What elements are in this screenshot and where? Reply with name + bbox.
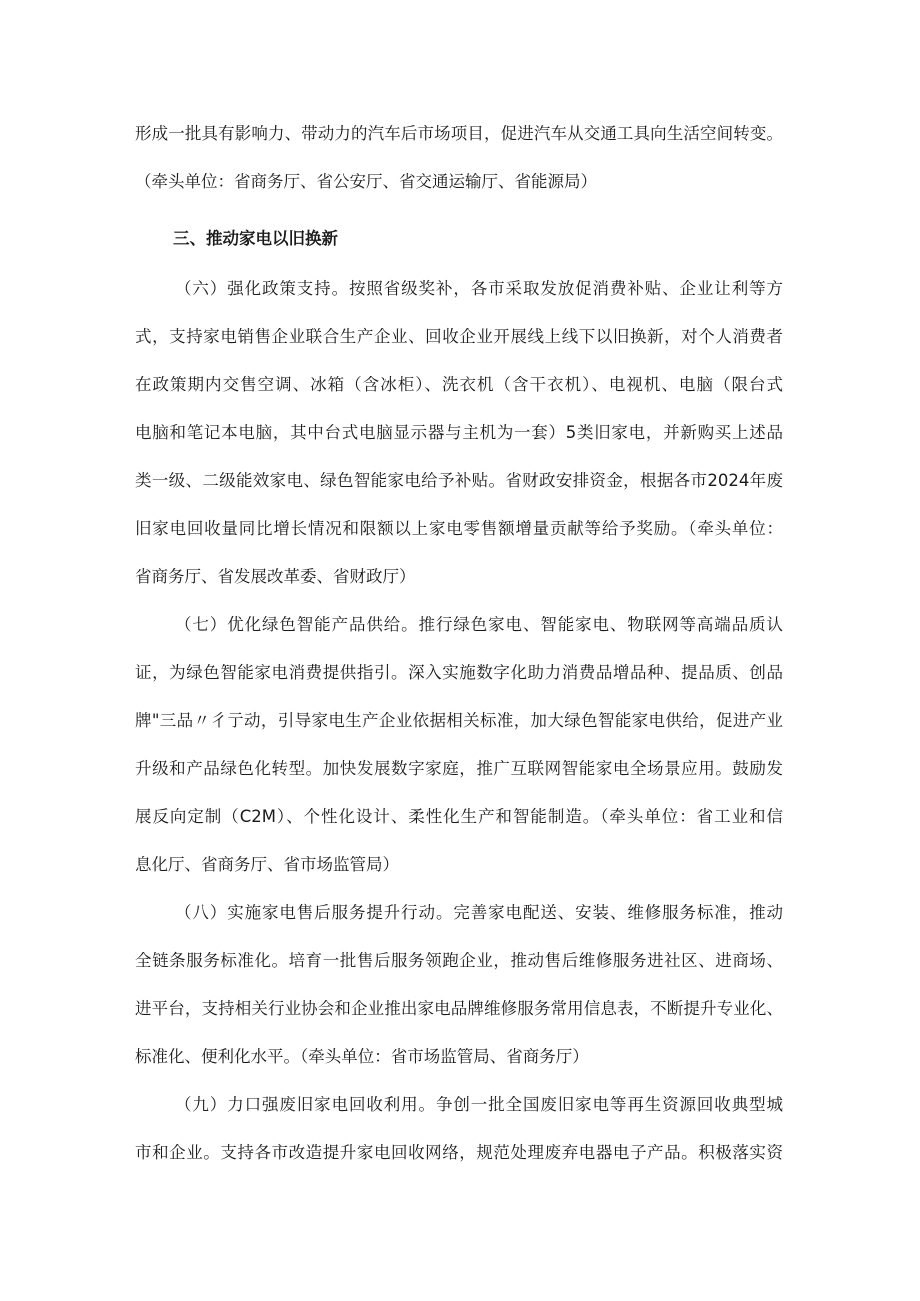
paragraph-line: （七）优化绿色智能产品供给。推行绿色家电、智能家电、物联网等高端品质认	[175, 615, 783, 634]
paragraph-line: 证，为绿色智能家电消费提供指引。深入实施数字化助力消费品增品种、提品质、创品	[135, 663, 783, 682]
paragraph-line: （九）力口强废旧家电回收利用。争创一批全国废旧家电等再生资源回收典型城	[175, 1095, 783, 1114]
paragraph-line: 类一级、二级能效家电、绿色智能家电给予补贴。省财政安排资金，根据各市2024年废	[135, 471, 783, 490]
paragraph-line: 升级和产品绿色化转型。加快发展数字家庭，推广互联网智能家电全场景应用。鼓励发	[135, 759, 783, 778]
paragraph-line: （六）强化政策支持。按照省级奖补，各市采取发放促消费补贴、企业让利等方	[175, 279, 783, 298]
paragraph-line: 旧家电回收量同比增长情况和限额以上家电零售额增量贡献等给予奖励。（牵头单位：	[135, 519, 783, 538]
paragraph-line: 牌"三品〃彳亍动，引导家电生产企业依据相关标准，加大绿色智能家电供给，促进产业	[135, 711, 783, 730]
paragraph-line: 市和企业。支持各市改造提升家电回收网络，规范处理废弃电器电子产品。积极落实资	[135, 1143, 783, 1162]
paragraph-line: 省商务厅、省发展改革委、省财政厅）	[135, 567, 416, 586]
document-page	[135, 115, 783, 1165]
section-heading: 三、推动家电以旧换新	[173, 229, 338, 248]
paragraph-line: （牵头单位：省商务厅、省公安厅、省交通运输厅、省能源局）	[135, 172, 597, 191]
paragraph-line: 展反向定制（C2M）、个性化设计、柔性化生产和智能制造。（牵头单位：省工业和信	[135, 807, 783, 826]
paragraph-line: 标准化、便利化水平。（牵头单位：省市场监管局、省商务厅）	[135, 1047, 589, 1066]
paragraph-line: 在政策期内交售空调、冰箱（含冰柜）、洗衣机（含干衣机）、电视机、电脑（限台式	[135, 375, 783, 394]
paragraph-line: 全链条服务标准化。培育一批售后服务领跑企业，推动售后维修服务进社区、进商场、	[135, 951, 783, 970]
paragraph-line: 进平台，支持相关行业协会和企业推出家电品牌维修服务常用信息表，不断提升专业化、	[135, 999, 783, 1018]
paragraph-line: 形成一批具有影响力、带动力的汽车后市场项目，促进汽车从交通工具向生活空间转变。	[135, 124, 783, 143]
paragraph-line: 电脑和笔记本电脑，其中台式电脑显示器与主机为一套）5类旧家电，并新购买上述品	[135, 423, 783, 442]
paragraph-line: 式，支持家电销售企业联合生产企业、回收企业开展线上线下以旧换新，对个人消费者	[135, 327, 783, 346]
paragraph-line: 息化厅、省商务厅、省市场监管局）	[135, 855, 399, 874]
paragraph-line: （八）实施家电售后服务提升行动。完善家电配送、安装、维修服务标准，推动	[175, 903, 783, 922]
